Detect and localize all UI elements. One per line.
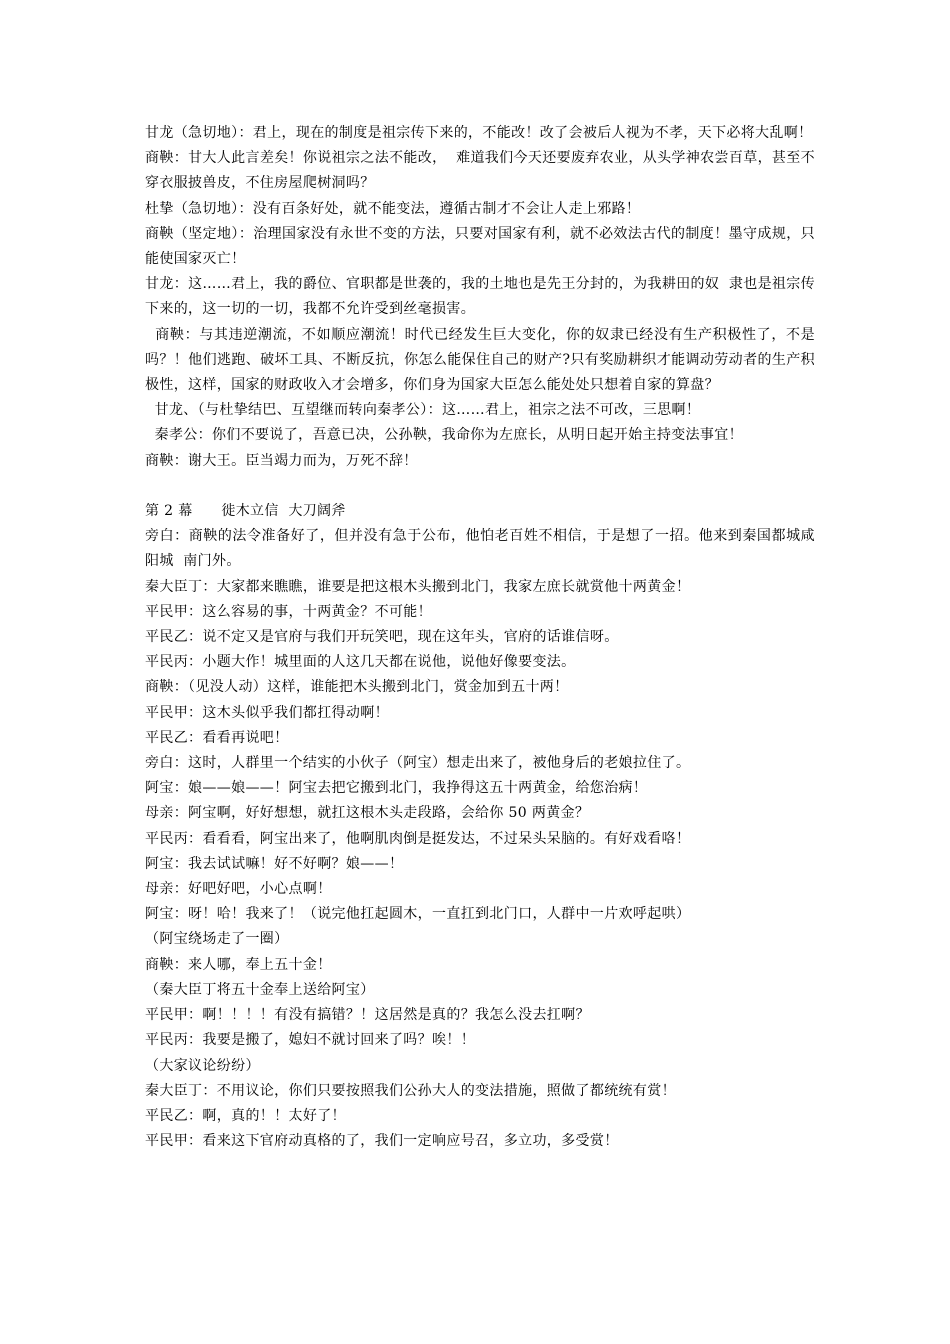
dialogue-line: 平民丙：我要是搬了，媳妇不就讨回来了吗？唉！！ — [145, 1032, 476, 1049]
dialogue-line: 旁白：这时，人群里一个结实的小伙子（阿宝）想走出来了，被他身后的老娘拉住了。 — [145, 755, 691, 772]
dialogue-line: 商鞅：（见没人动）这样，谁能把木头搬到北门，赏金加到五十两！ — [145, 679, 569, 696]
dialogue-line: 秦大臣丁：大家都来瞧瞧，谁要是把这根木头搬到北门，我家左庶长就赏他十两黄金！ — [145, 578, 691, 595]
dialogue-line: 平民甲：这么容易的事，十两黄金？不可能！ — [145, 603, 432, 620]
blank-line — [145, 474, 815, 499]
dialogue-line: 商鞅：与其违逆潮流，不如顺应潮流！时代已经发生巨大变化，你的奴隶已经没有生产积极性了，不是吗？！他们逃跑、破坏工具、不断反抗，你怎么能保住自己的财产?只有奖励耕织才能调动劳动者的生产积极性，这样，国家的财政收入才会增多，你们身为国家大臣怎么能处处只想着自家的算盘？ — [145, 326, 816, 394]
dialogue-line: 平民丙：小题大作！城里面的人这几天都在说他，说他好像要变法。 — [145, 654, 576, 671]
dialogue-line: 平民丙：看看看，阿宝出来了，他啊肌肉倒是挺发达，不过呆头呆脑的。有好戏看咯！ — [145, 830, 691, 847]
dialogue-line: 平民乙：说不定又是官府与我们开玩笑吧，现在这年头，官府的话谁信呀。 — [145, 629, 619, 646]
dialogue-line: 阿宝：呀！哈！我来了！（说完他扛起圆木，一直扛到北门口，人群中一片欢呼起哄） — [145, 906, 691, 923]
dialogue-line: 旁白：商鞅的法令准备好了，但并没有急于公布，他怕老百姓不相信，于是想了一招。他来到秦国都城咸阳城 南门外。 — [145, 528, 815, 570]
dialogue-line: 商鞅：谢大王。臣当竭力而为，万死不辞！ — [145, 452, 418, 469]
dialogue-line: 甘龙（急切地）：君上，现在的制度是祖宗传下来的，不能改！改了会被后人视为不孝，天下必将大乱啊！ — [145, 125, 813, 141]
stage-direction: （阿宝绕场走了一圈） — [145, 931, 289, 948]
stage-direction: （大家议论纷纷） — [145, 1057, 260, 1074]
stage-direction: （秦大臣丁将五十金奉上送给阿宝） — [145, 981, 375, 998]
dialogue-line: 甘龙：这……君上，我的爵位、官职都是世袭的，我的土地也是先王分封的，为我耕田的奴 隶也是祖宗传下来的，这一切的一切，我都不允许受到丝毫损害。 — [145, 276, 815, 318]
dialogue-line: 商鞅：甘大人此言差矣！你说祖宗之法不能改， 难道我们今天还要废弃农业，从头学神农尝百草，甚至不穿衣服披兽皮，不住房屋爬树洞吗？ — [145, 150, 815, 192]
dialogue-line: 阿宝：娘——娘——！阿宝去把它搬到北门，我挣得这五十两黄金，给您治病！ — [145, 780, 648, 797]
dialogue-line: 阿宝：我去试试嘛！好不好啊？娘——！ — [145, 855, 404, 872]
dialogue-line: 平民甲：这木头似乎我们都扛得动啊！ — [145, 704, 389, 721]
dialogue-line: 秦孝公：你们不要说了，吾意已决，公孙鞅，我命你为左庶长，从明日起开始主持变法事宜！ — [145, 427, 743, 444]
dialogue-line: 母亲：阿宝啊，好好想想，就扛这根木头走段路，会给你 50 两黄金？ — [145, 805, 590, 822]
dialogue-line: 平民乙：啊，真的！！太好了！ — [145, 1107, 346, 1124]
dialogue-line: 平民乙：看看再说吧！ — [145, 729, 289, 746]
dialogue-line: 商鞅：来人哪，奉上五十金！ — [145, 956, 332, 973]
dialogue-line: 平民甲：啊！！！！有没有搞错？！这居然是真的？我怎么没去扛啊？ — [145, 1007, 590, 1024]
scene-heading: 第 2 幕 徙木立信 大刀阔斧 — [145, 503, 346, 520]
dialogue-line: 平民甲：看来这下官府动真格的了，我们一定响应号召，多立功，多受赏！ — [145, 1133, 619, 1150]
dialogue-line: 母亲：好吧好吧，小心点啊！ — [145, 881, 332, 898]
dialogue-line: 甘龙、（与杜挚结巴、互望继而转向秦孝公）：这……君上，祖宗之法不可改，三思啊！ — [145, 402, 701, 419]
dialogue-line: 秦大臣丁：不用议论，你们只要按照我们公孙大人的变法措施，照做了都统统有赏！ — [145, 1082, 676, 1099]
dialogue-line: 商鞅（坚定地）：治理国家没有永世不变的方法，只要对国家有利，就不必效法古代的制度！墨守成规，只能使国家灭亡！ — [145, 225, 815, 268]
script-text — [145, 121, 815, 1154]
dialogue-line: 杜挚（急切地）：没有百条好处，就不能变法，遵循古制才不会让人走上邪路！ — [145, 200, 641, 217]
